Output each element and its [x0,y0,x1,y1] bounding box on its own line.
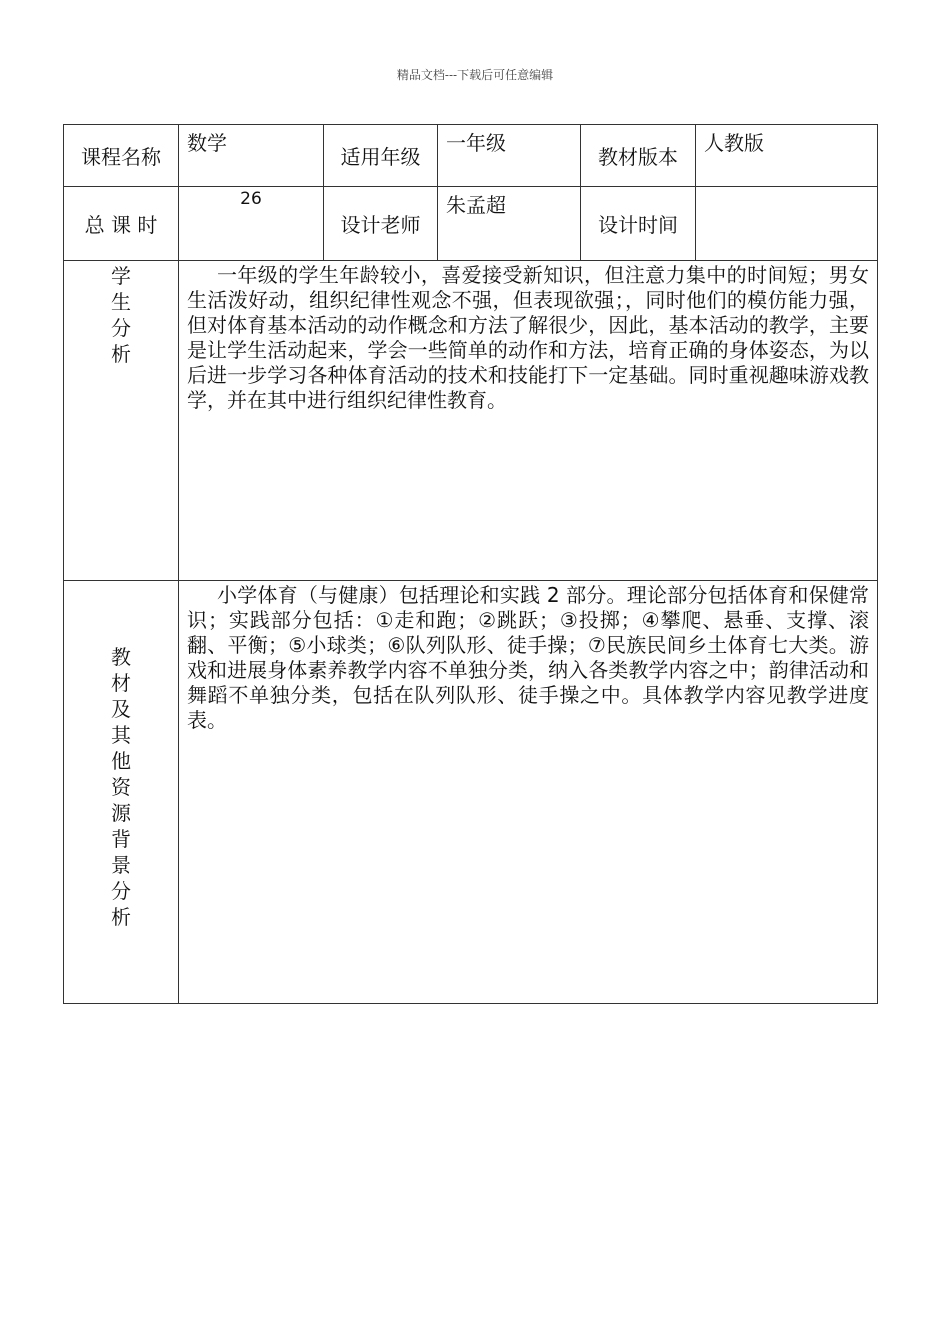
design-time-value [696,187,878,261]
table-row [64,125,878,187]
designer-value: 朱孟超 [438,187,581,261]
student-analysis-label: 学生分析 [111,264,131,366]
table-row [64,261,878,581]
edition-label: 教材版本 [581,125,696,187]
design-time-label: 设计时间 [581,187,696,261]
material-analysis-label: 教材及其他资源背景分析 [111,645,131,929]
course-name-label: 课程名称 [64,125,179,187]
course-design-table [63,124,878,1004]
total-hours-label: 总 课 时 [64,187,179,261]
total-hours-value: 26 [179,187,324,261]
material-analysis-label-cell [64,581,179,1004]
table-row [64,581,878,1004]
student-analysis-text: 一年级的学生年龄较小，喜爱接受新知识，但注意力集中的时间短；男女生活泼好动，组织纪律性观念不强，但表现欲强；，同时他们的模仿能力强，但对体育基本活动的动作概念和方法了解很少，因此，基本活动的教学，主要是让学生活动起来，学会一些简单的动作和方法，培育正确的身体姿态，为以后进一步学习各种体育活动的技术和技能打下一定基础。同时重视趣味游戏教学，并在其中进行组织纪律性教育。 [179,261,878,581]
edition-value: 人教版 [696,125,878,187]
grade-value: 一年级 [438,125,581,187]
material-analysis-text: 小学体育（与健康）包括理论和实践 2 部分。理论部分包括体育和保健常识；实践部分包括：①走和跑；②跳跃；③投掷；④攀爬、悬垂、支撑、滚翻、平衡；⑤小球类；⑥队列队形、徒手操；⑦民族民间乡土体育七大类。游戏和进展身体素养教学内容不单独分类，纳入各类教学内容之中；韵律活动和舞蹈不单独分类，包括在队列队形、徒手操之中。具体教学内容见教学进度表。 [179,581,878,1004]
designer-label: 设计老师 [324,187,438,261]
grade-label: 适用年级 [324,125,438,187]
document-watermark: 精品文档---下载后可任意编辑 [396,68,554,82]
table-row [64,187,878,261]
student-analysis-label-cell [64,261,179,581]
course-name-value: 数学 [179,125,324,187]
